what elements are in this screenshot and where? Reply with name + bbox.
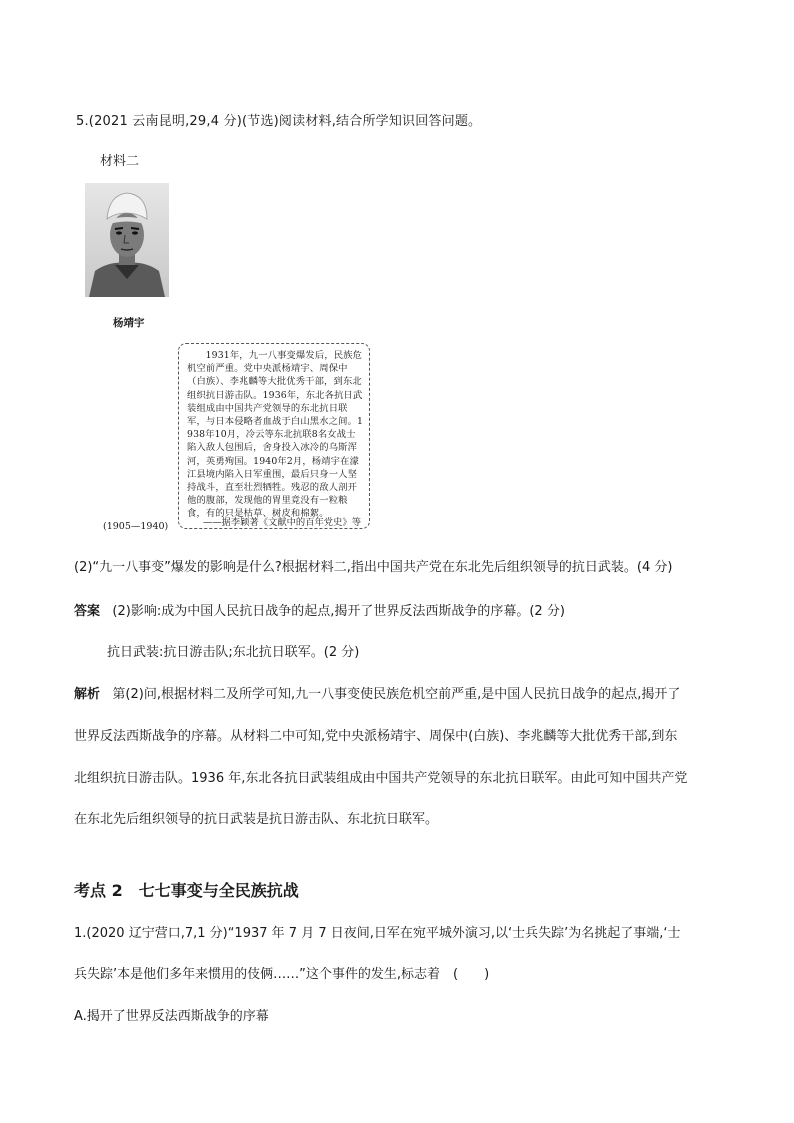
answer-line-1 (74, 600, 565, 619)
section-title: 考点 2 七七事变与全民族抗战 (74, 881, 299, 900)
material-textbox (178, 343, 370, 529)
question-5-header: 5.(2021 云南昆明,29,4 分)(节选)阅读材料,结合所学知识回答问题。 (76, 114, 482, 129)
option-a: A.揭开了世界反法西斯战争的序幕 (74, 1009, 269, 1024)
analysis-line-4: 在东北先后组织领导的抗日武装是抗日游击队、东北抗日联军。 (74, 812, 439, 827)
material-label: 材料二 (100, 154, 140, 169)
sub-question-2: (2)“九一八事变”爆发的影响是什么?根据材料二,指出中国共产党在东北先后组织领导的抗日武装。(4 分) (74, 560, 673, 575)
life-years: (1905—1940) (103, 521, 169, 532)
analysis-line-2: 世界反法西斯战争的序幕。从材料二中可知,党中央派杨靖宇、周保中(白族)、李兆麟等大批优秀干部,到东 (74, 729, 678, 744)
answer-line-2: 抗日武装:抗日游击队;东北抗日联军。(2 分) (107, 645, 360, 660)
question-1-line-1: 1.(2020 辽宁营口,7,1 分)“1937 年 7 月 7 日夜间,日军在宛平城外演习,以‘士兵失踪’为名挑起了事端,‘士 (74, 926, 681, 941)
portrait-image (85, 183, 169, 297)
material-text: 1931年，九一八事变爆发后，民族危机空前严重。党中央派杨靖宇、周保中（白族）、李兆麟等大批优秀干部，到东北组织抗日游击队。1936年，东北各抗日武装组成由中国共产党领导的东北抗日联军，与日本侵略者血战于白山黑水之间。1938年10月，冷云等东北抗联8名女战士陷入敌人包围后，舍身投入冰冷的乌斯浑河，英勇殉国。1940年2月，杨靖宇在濛江县境内陷入日军重围，最后只身一人坚持战斗，直至壮烈牺牲。残忍的敌人剖开他的腹部，发现他的胃里竟没有一粒粮食，有的只是枯草、树皮和棉絮。 (187, 350, 364, 520)
analysis-label: 解析 (74, 687, 101, 702)
analysis-text-1: 第(2)问,根据材料二及所学可知,九一八事变使民族危机空前严重,是中国人民抗日战争的起点,揭开了 (112, 687, 681, 702)
analysis-line-1 (74, 683, 680, 702)
photo-caption: 杨靖宇 (113, 317, 145, 329)
portrait-photo (85, 183, 169, 297)
answer-label: 答案 (74, 604, 101, 619)
question-1-line-2: 兵失踪’本是他们多年来惯用的伎俩……”这个事件的发生,标志着 ( ) (74, 967, 490, 982)
material-source: ——据李颖著《文献中的百年党史》等 (202, 517, 361, 528)
answer-text-1: (2)影响:成为中国人民抗日战争的起点,揭开了世界反法西斯战争的序幕。(2 分) (112, 604, 565, 619)
analysis-line-3: 北组织抗日游击队。1936 年,东北各抗日武装组成由中国共产党领导的东北抗日联军。由此可知中国共产党 (74, 771, 688, 786)
